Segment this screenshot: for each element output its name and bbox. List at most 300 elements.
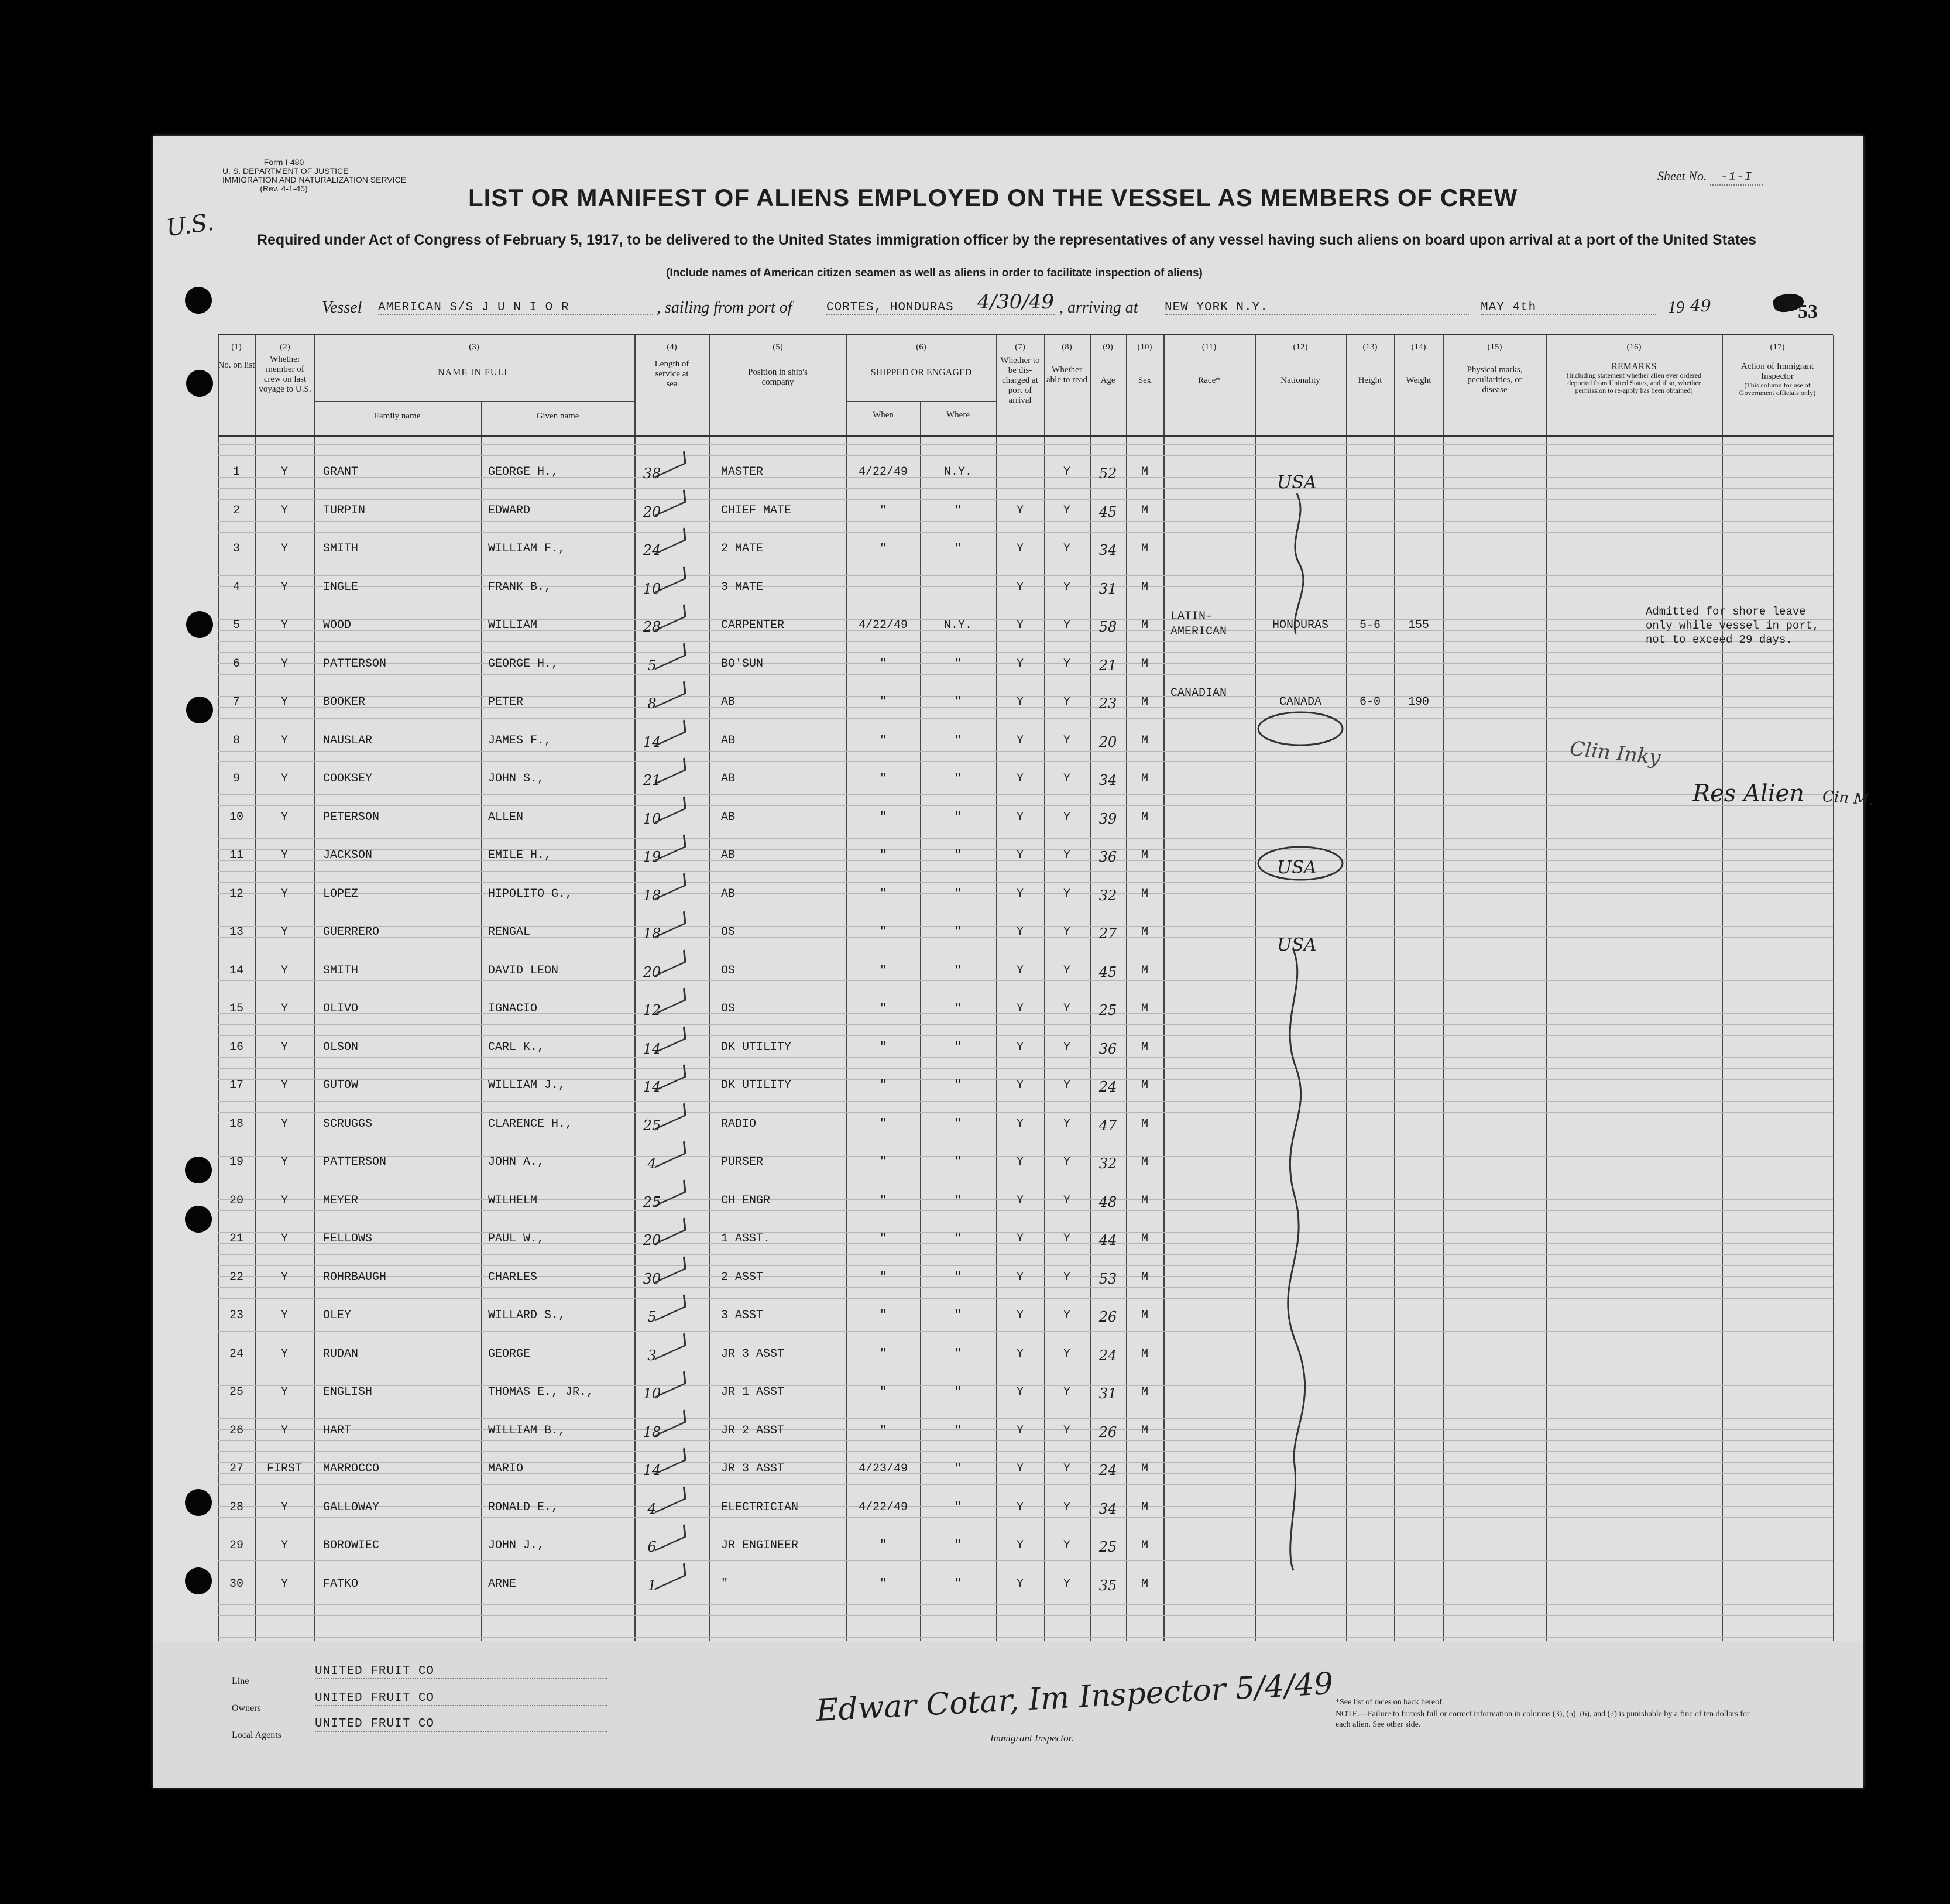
cell-row-number: 9 [232, 772, 240, 785]
cell-nationality: HONDURAS [1272, 619, 1328, 632]
cell-shipped-where: " [954, 1577, 962, 1591]
cell-sex: M [1141, 733, 1148, 747]
cell-position: OS [721, 925, 736, 939]
cell-position: CHIEF MATE [721, 503, 792, 517]
cell-age: 27 [1098, 925, 1117, 942]
cell-given-name: ALLEN [488, 810, 524, 824]
cell-age: 20 [1098, 733, 1117, 750]
cell-able-to-read: Y [1063, 963, 1070, 977]
cell-given-name: WILLIAM J., [488, 1079, 566, 1092]
cell-sex: M [1141, 657, 1148, 671]
cell-family-name: ROHRBAUGH [323, 1270, 387, 1284]
hand-date: 4/30/49 [977, 290, 1055, 314]
cell-row-number: 13 [229, 925, 243, 939]
cell-discharged: Y [1016, 1193, 1024, 1207]
cell-last-voyage: Y [280, 695, 288, 709]
cell-given-name: WILLIAM F., [488, 542, 566, 555]
cell-position: AB [721, 810, 736, 824]
cell-able-to-read: Y [1063, 810, 1070, 824]
cell-family-name: FATKO [323, 1577, 359, 1591]
cell-length-of-service: 20 [643, 963, 661, 980]
cell-last-voyage: Y [280, 733, 288, 747]
line-value: UNITED FRUIT CO [315, 1665, 607, 1679]
port-value: CORTES, HONDURAS [826, 301, 1055, 315]
cell-sex: M [1141, 503, 1148, 517]
cell-row-number: 10 [229, 810, 243, 824]
cell-family-name: HART [323, 1423, 352, 1438]
cell-given-name: WILLARD S., [488, 1309, 566, 1322]
cell-length-of-service: 4 [647, 1500, 657, 1517]
cell-able-to-read: Y [1063, 1040, 1070, 1054]
cell-given-name: CARL K., [488, 1040, 545, 1054]
cell-height: 5-6 [1359, 619, 1381, 632]
crew-table [218, 334, 1875, 1645]
cell-discharged: Y [1016, 503, 1024, 517]
cell-shipped-where: " [954, 1347, 962, 1361]
cell-shipped-when: " [879, 1079, 887, 1092]
form-id-block [222, 157, 406, 193]
cell-able-to-read: Y [1063, 542, 1070, 555]
cell-shipped-where: " [954, 849, 962, 862]
cell-sex: M [1141, 1155, 1148, 1169]
cell-family-name: OLIVO [323, 1002, 359, 1016]
cell-shipped-where: " [954, 1117, 962, 1131]
cell-given-name: JOHN S., [488, 772, 545, 785]
cell-shipped-when: " [879, 772, 887, 785]
cell-shipped-when: " [879, 925, 887, 939]
cell-shipped-when: " [879, 542, 887, 555]
cell-shipped-where: " [954, 1309, 962, 1322]
col-3-header: (3) NAME IN FULL [438, 342, 510, 378]
cell-last-voyage: Y [280, 619, 288, 632]
cell-weight: 190 [1407, 695, 1429, 709]
arriving-value: NEW YORK N.Y. [1165, 301, 1469, 315]
cell-family-name: FELLOWS [323, 1232, 373, 1246]
remarks-signature-5: Clin Inky [1568, 736, 1662, 770]
cell-last-voyage: Y [280, 887, 288, 901]
cell-length-of-service: 5 [647, 657, 657, 674]
cell-row-number: 18 [229, 1117, 243, 1131]
cell-age: 25 [1098, 1539, 1117, 1555]
cell-given-name: WILHELM [488, 1193, 538, 1207]
cell-shipped-when: 4/22/49 [858, 619, 908, 632]
cell-age: 26 [1098, 1423, 1117, 1440]
cell-discharged: Y [1016, 542, 1024, 555]
form-dept: U. S. DEPARTMENT OF JUSTICE [222, 166, 349, 176]
cell-position: " [721, 1577, 729, 1591]
col-8-header: (8) Whether able to read [1046, 342, 1087, 385]
form-rev: (Rev. 4-1-45) [260, 184, 308, 193]
cell-shipped-where: " [954, 1385, 962, 1399]
cell-able-to-read: Y [1063, 1577, 1070, 1591]
cell-able-to-read: Y [1063, 657, 1070, 671]
cell-last-voyage: Y [280, 1002, 288, 1016]
cell-length-of-service: 18 [643, 887, 661, 904]
cell-row-number: 1 [232, 465, 240, 479]
cell-able-to-read: Y [1063, 925, 1070, 939]
cell-able-to-read: Y [1063, 1385, 1070, 1399]
cell-discharged: Y [1016, 1423, 1024, 1438]
cell-age: 25 [1098, 1002, 1117, 1018]
page-subtitle-2: (Include names of American citizen seamen as well as aliens in order to facilitate inspection of aliens) [666, 267, 1203, 279]
cell-family-name: PATTERSON [323, 657, 387, 671]
cell-given-name: GEORGE [488, 1347, 531, 1361]
check-mark [653, 1179, 686, 1206]
cell-sex: M [1141, 695, 1148, 709]
cell-family-name: MARROCCO [323, 1462, 380, 1476]
cell-able-to-read: Y [1063, 1270, 1070, 1284]
cell-position: JR 3 ASST [721, 1462, 785, 1476]
cell-shipped-where: " [954, 810, 962, 824]
cell-age: 45 [1098, 503, 1117, 520]
cell-age: 23 [1098, 695, 1117, 712]
cell-length-of-service: 21 [643, 772, 661, 788]
cell-last-voyage: Y [280, 849, 288, 862]
cell-row-number: 3 [232, 542, 240, 555]
cell-sex: M [1141, 849, 1148, 862]
cell-able-to-read: Y [1063, 887, 1070, 901]
check-mark [653, 1563, 686, 1590]
cell-row-number: 7 [232, 695, 240, 709]
cell-row-number: 14 [229, 963, 243, 977]
page-subtitle: Required under Act of Congress of February 5, 1917, to be delivered to the United States immigration officer by the representatives of any vessel having such aliens on board upon arrival at a port of the United States [256, 232, 1757, 248]
cell-able-to-read: Y [1063, 465, 1070, 479]
cell-shipped-when: " [879, 695, 887, 709]
cell-position: AB [721, 772, 736, 785]
cell-age: 34 [1098, 1500, 1117, 1517]
col-11-header: (11) Race* [1198, 342, 1220, 385]
cell-age: 26 [1098, 1309, 1117, 1325]
inspector-signature: Edwar Cotar, Im Inspector 5/4/49 [815, 1666, 1334, 1729]
cell-discharged: Y [1016, 1079, 1024, 1092]
cell-length-of-service: 19 [643, 849, 661, 865]
cell-row-number: 17 [229, 1079, 243, 1092]
cell-sex: M [1141, 1423, 1148, 1438]
cell-given-name: EDWARD [488, 503, 531, 517]
cell-sex: M [1141, 1309, 1148, 1322]
punch-hole [185, 1157, 212, 1183]
cell-height: 6-0 [1359, 695, 1381, 709]
cell-given-name: PETER [488, 695, 524, 709]
cell-last-voyage: Y [280, 1117, 288, 1131]
check-mark [653, 719, 686, 746]
cell-able-to-read: Y [1063, 772, 1070, 785]
cell-age: 36 [1098, 1040, 1117, 1057]
cell-discharged: Y [1016, 1577, 1024, 1591]
cell-length-of-service: 20 [643, 503, 661, 520]
cell-sex: M [1141, 772, 1148, 785]
nationality-usa-3: USA [1277, 935, 1317, 955]
cell-row-number: 24 [229, 1347, 243, 1361]
cell-row-number: 20 [229, 1193, 243, 1207]
cell-shipped-when: " [879, 1040, 887, 1054]
cell-given-name: WILLIAM B., [488, 1423, 566, 1438]
col-12-header: (12) Nationality [1280, 342, 1320, 385]
col-6-header: (6) SHIPPED OR ENGAGED [870, 342, 972, 378]
cell-shipped-when: " [879, 1002, 887, 1016]
col-13-header: (13) Height [1358, 342, 1382, 385]
cell-shipped-where: " [954, 925, 962, 939]
sheet-label: Sheet No. [1657, 169, 1707, 183]
nationality-usa-1: USA [1277, 472, 1317, 493]
cell-shipped-when: " [879, 1232, 887, 1246]
cell-last-voyage: Y [280, 1155, 288, 1169]
cell-discharged: Y [1016, 695, 1024, 709]
check-mark [653, 949, 686, 976]
cell-given-name: CLARENCE H., [488, 1117, 573, 1131]
check-mark [653, 566, 686, 593]
cell-discharged: Y [1016, 619, 1024, 632]
cell-sex: M [1141, 1002, 1148, 1016]
cell-family-name: OLSON [323, 1040, 359, 1054]
cell-row-number: 21 [229, 1232, 243, 1246]
cell-shipped-where: " [954, 1270, 962, 1284]
cell-position: ELECTRICIAN [721, 1500, 799, 1514]
ditto-squiggle-marks [1255, 435, 1346, 1641]
cell-position: CARPENTER [721, 619, 785, 632]
col-17-header: (17) Action of Immigrant Inspector (This column for use of Government officials only) [1739, 342, 1816, 397]
cell-last-voyage: Y [280, 1500, 288, 1514]
cell-shipped-where: N.Y. [943, 465, 972, 479]
cell-shipped-where: " [954, 1462, 962, 1476]
cell-discharged: Y [1016, 1539, 1024, 1552]
cell-family-name: PETERSON [323, 810, 380, 824]
cell-sex: M [1141, 1577, 1148, 1591]
cell-discharged: Y [1016, 772, 1024, 785]
cell-shipped-when: " [879, 1270, 887, 1284]
cell-age: 21 [1098, 657, 1117, 674]
cell-family-name: INGLE [323, 580, 359, 594]
cell-position: 2 ASST [721, 1270, 764, 1284]
cell-given-name: JOHN A., [488, 1155, 545, 1169]
cell-family-name: WOOD [323, 619, 352, 632]
cell-last-voyage: Y [280, 542, 288, 555]
margin-note: U.S. [164, 208, 216, 242]
cell-shipped-where: " [954, 503, 962, 517]
cell-age: 34 [1098, 772, 1117, 788]
punch-hole [186, 611, 213, 638]
cell-sex: M [1141, 963, 1148, 977]
cell-position: OS [721, 963, 736, 977]
col-14-header: (14) Weight [1406, 342, 1431, 385]
cell-last-voyage: Y [280, 963, 288, 977]
cell-able-to-read: Y [1063, 695, 1070, 709]
cell-discharged: Y [1016, 1117, 1024, 1131]
sailing-label: , sailing from port of [657, 299, 792, 317]
cell-last-voyage: Y [280, 925, 288, 939]
cell-able-to-read: Y [1063, 1232, 1070, 1246]
cell-length-of-service: 3 [647, 1347, 657, 1364]
cell-given-name: IGNACIO [488, 1002, 538, 1016]
cell-position: BO'SUN [721, 657, 764, 671]
cell-discharged: Y [1016, 1270, 1024, 1284]
col-6a-header: When [873, 410, 894, 420]
punch-hole [185, 287, 212, 314]
cell-shipped-when: 4/23/49 [858, 1462, 908, 1476]
punch-hole [185, 1489, 212, 1516]
cell-length-of-service: 1 [647, 1577, 657, 1594]
cell-position: RADIO [721, 1117, 757, 1131]
cell-shipped-where: " [954, 1040, 962, 1054]
col-10-header: (10) Sex [1137, 342, 1152, 385]
cell-family-name: JACKSON [323, 849, 373, 862]
cell-age: 47 [1098, 1117, 1117, 1134]
cell-length-of-service: 5 [647, 1309, 657, 1325]
cell-shipped-when: " [879, 1347, 887, 1361]
cell-discharged: Y [1016, 925, 1024, 939]
cell-length-of-service: 14 [643, 1462, 661, 1478]
cell-family-name: NAUSLAR [323, 733, 373, 747]
cell-length-of-service: 14 [643, 733, 661, 750]
cell-family-name: GUERRERO [323, 925, 380, 939]
cell-shipped-where: " [954, 1232, 962, 1246]
cell-able-to-read: Y [1063, 503, 1070, 517]
cell-shipped-when: " [879, 1423, 887, 1438]
cell-last-voyage: Y [280, 503, 288, 517]
cell-position: 2 MATE [721, 542, 764, 555]
cell-last-voyage: Y [280, 465, 288, 479]
cell-sex: M [1141, 1117, 1148, 1131]
cell-shipped-when: " [879, 887, 887, 901]
cell-shipped-when: " [879, 503, 887, 517]
cell-shipped-where: " [954, 963, 962, 977]
col-7-header: (7) Whether to be dis-charged at port of arrival [1000, 342, 1040, 405]
cell-last-voyage: Y [280, 1270, 288, 1284]
cell-sex: M [1141, 1462, 1148, 1476]
cell-row-number: 22 [229, 1270, 243, 1284]
cell-position: 1 ASST. [721, 1232, 771, 1246]
cell-shipped-where: " [954, 1193, 962, 1207]
cell-sex: M [1141, 619, 1148, 632]
cell-row-number: 30 [229, 1577, 243, 1591]
cell-sex: M [1141, 1232, 1148, 1246]
cell-sex: M [1141, 1385, 1148, 1399]
cell-able-to-read: Y [1063, 580, 1070, 594]
cell-given-name: CHARLES [488, 1270, 538, 1284]
cell-sex: M [1141, 1079, 1148, 1092]
cell-able-to-read: Y [1063, 1309, 1070, 1322]
check-mark [653, 643, 686, 670]
cell-position: DK UTILITY [721, 1040, 792, 1054]
cell-discharged: Y [1016, 1002, 1024, 1016]
cell-discharged: Y [1016, 1347, 1024, 1361]
cell-age: 34 [1098, 542, 1117, 558]
penalty-note: NOTE.—Failure to furnish full or correct information in columns (3), (5), (6), and (7) is punishable by a fine of ten dollars for each alien. See other side. [1336, 1710, 1750, 1729]
cell-weight: 155 [1407, 619, 1429, 632]
cell-remarks: Admitted for shore leave only while vessel in port, not to exceed 29 days. [1646, 605, 1819, 646]
col-16-header: (16) REMARKS (Including statement whether alien ever ordered deported from United States, and if so, whether permission to re-apply has been obtained) [1566, 342, 1702, 394]
cell-age: 31 [1098, 1385, 1117, 1402]
sheet-number [1657, 169, 1763, 184]
cell-shipped-when: " [879, 1577, 887, 1591]
cell-age: 36 [1098, 849, 1117, 865]
cell-age: 32 [1098, 1155, 1117, 1172]
col-4-header: (4) Length of service at sea [654, 342, 689, 389]
cell-last-voyage: Y [280, 1193, 288, 1207]
cell-age: 48 [1098, 1193, 1117, 1210]
cell-shipped-when: " [879, 849, 887, 862]
cell-shipped-where: " [954, 1002, 962, 1016]
cell-sex: M [1141, 1193, 1148, 1207]
cell-length-of-service: 24 [643, 542, 661, 558]
cell-length-of-service: 28 [643, 619, 661, 635]
cell-nationality: CANADA [1279, 695, 1321, 709]
cell-length-of-service: 20 [643, 1232, 661, 1248]
cell-discharged: Y [1016, 1462, 1024, 1476]
cell-given-name: DAVID LEON [488, 963, 559, 977]
cell-age: 45 [1098, 963, 1117, 980]
cell-given-name: THOMAS E., JR., [488, 1385, 594, 1399]
cell-sex: M [1141, 465, 1148, 479]
col-5-header: (5) Position in ship's company [748, 342, 808, 387]
col-9-header: (9) Age [1100, 342, 1115, 385]
form-service: IMMIGRATION AND NATURALIZATION SERVICE [222, 175, 406, 184]
cell-length-of-service: 25 [643, 1117, 661, 1134]
vessel-label: Vessel [322, 299, 362, 317]
cell-length-of-service: 38 [643, 465, 661, 482]
cell-able-to-read: Y [1063, 1193, 1070, 1207]
agents-value: UNITED FRUIT CO [315, 1717, 607, 1732]
cell-row-number: 26 [229, 1423, 243, 1438]
cell-age: 39 [1098, 810, 1117, 827]
year-prefix: 19 [1668, 299, 1684, 317]
cell-discharged: Y [1016, 733, 1024, 747]
cell-last-voyage: Y [280, 1423, 288, 1438]
check-mark [653, 1103, 686, 1130]
cell-family-name: COOKSEY [323, 772, 373, 785]
cell-length-of-service: 18 [643, 925, 661, 942]
cell-sex: M [1141, 580, 1148, 594]
cell-last-voyage: Y [280, 772, 288, 785]
cell-row-number: 27 [229, 1462, 243, 1476]
cell-position: 3 MATE [721, 580, 764, 594]
cell-given-name: HIPOLITO G., [488, 887, 573, 901]
cell-shipped-where: " [954, 733, 962, 747]
cell-length-of-service: 30 [643, 1270, 661, 1287]
punch-hole [185, 1206, 212, 1233]
cell-given-name: PAUL W., [488, 1232, 545, 1246]
cell-shipped-where: " [954, 695, 962, 709]
cell-last-voyage: Y [280, 1079, 288, 1092]
cell-age: 24 [1098, 1347, 1117, 1364]
cell-last-voyage: Y [280, 1539, 288, 1552]
cell-shipped-where: " [954, 1079, 962, 1092]
cell-shipped-when: 4/22/49 [858, 1500, 908, 1514]
cell-last-voyage: Y [280, 580, 288, 594]
cell-family-name: GRANT [323, 465, 359, 479]
cell-given-name: FRANK B., [488, 580, 552, 594]
punch-hole [186, 697, 213, 723]
arriving-label: , arriving at [1059, 299, 1138, 317]
cell-row-number: 4 [232, 580, 240, 594]
cell-family-name: GALLOWAY [323, 1500, 380, 1514]
cell-family-name: SCRUGGS [323, 1117, 373, 1131]
cell-family-name: MEYER [323, 1193, 359, 1207]
check-mark [653, 796, 686, 823]
cell-row-number: 11 [229, 849, 243, 862]
col-2-header: (2) Whether member of crew on last voyage to U.S. [259, 342, 311, 394]
cell-sex: M [1141, 1500, 1148, 1514]
cell-position: AB [721, 695, 736, 709]
cell-shipped-where: N.Y. [943, 619, 972, 632]
check-mark [653, 873, 686, 900]
cell-position: JR 1 ASST [721, 1385, 785, 1399]
cell-sex: M [1141, 887, 1148, 901]
cell-row-number: 12 [229, 887, 243, 901]
cell-family-name: LOPEZ [323, 887, 359, 901]
cell-discharged: Y [1016, 849, 1024, 862]
cell-position: AB [721, 733, 736, 747]
